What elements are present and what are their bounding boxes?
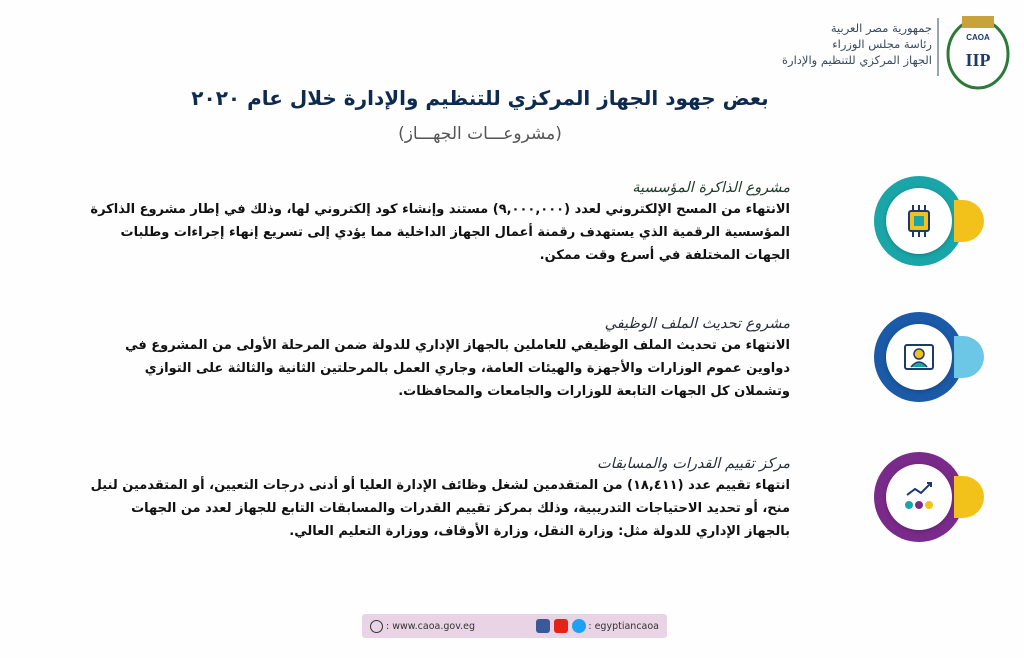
section-body: الانتهاء من المسح الإلكتروني لعدد (٩,٠٠٠,٠٠٠) مستند وإنشاء كود إلكتروني لها، وذلك في إطار مشروع الذاكرة المؤسسية الرقمية الذي يستهدف رقمنة أعمال الجهاز الداخلية مما يؤدي إلى تسريع إنهاء إجراءات وطلبات الجهات المختلفة في أسرع وقت ممكن. <box>90 202 790 263</box>
footer-bar <box>362 614 667 638</box>
section-job-file-update <box>90 316 790 403</box>
assessment-icon <box>901 479 937 515</box>
website-group <box>370 620 475 633</box>
profile-icon <box>901 339 937 375</box>
social-handle[interactable]: : egyptiancaoa <box>588 620 659 632</box>
section-institutional-memory <box>90 180 790 267</box>
logo-text: IIP <box>965 50 991 70</box>
header-line-cabinet: رئاسة مجلس الوزراء <box>832 37 932 51</box>
globe-icon <box>370 620 383 633</box>
social-group <box>534 619 659 633</box>
section-3-icon-badge <box>874 452 964 542</box>
section-body: الانتهاء من تحديث الملف الوظيفي للعاملين بالجهاز الإداري للدولة ضمن المرحلة الأولى من المشروع في دواوين عموم الوزارات والأجهزة والهيئات العامة، وجاري العمل بالمرحلتين الثانية والثالثة على التوازي وتشملان كل الجهات التابعة للوزارات والجامعات والمحافظات. <box>125 338 790 399</box>
section-2-icon-badge <box>874 312 964 402</box>
section-1-icon-badge <box>874 176 964 266</box>
header-line-agency: الجهاز المركزي للتنظيم والإدارة <box>782 53 932 67</box>
header-text <box>692 20 932 68</box>
youtube-icon[interactable] <box>554 619 568 633</box>
section-title: مشروع تحديث الملف الوظيفي <box>604 316 790 332</box>
page-title: بعض جهود الجهاز المركزي للتنظيم والإدارة خلال عام ٢٠٢٠ <box>191 86 769 110</box>
header-line-country: جمهورية مصر العربية <box>830 21 932 35</box>
header-divider <box>937 18 939 76</box>
section-title: مشروع الذاكرة المؤسسية <box>632 180 790 196</box>
caoa-logo <box>942 10 1014 92</box>
website-link[interactable]: : www.caoa.gov.eg <box>386 620 475 632</box>
chip-icon <box>901 203 937 239</box>
page-subtitle: (مشروعـــات الجهـــاز) <box>398 124 562 144</box>
facebook-icon[interactable] <box>536 619 550 633</box>
section-assessment-center <box>90 456 790 543</box>
twitter-icon[interactable] <box>572 619 586 633</box>
section-body: انتهاء تقييم عدد (١٨,٤١١) من المتقدمين لشغل وظائف الإدارة العليا أو أدنى درجات التعيين، أو المتقدمين لنيل منح، أو تحديد الاحتياجات التدريبية، وذلك بمركز تقييم القدرات والمسابقات التابع للجهاز لعدد من الجهات بالجهاز الإداري للدولة مثل: وزارة النقل، وزارة الأوقاف، ووزارة التعليم العالي. <box>90 478 790 539</box>
section-title: مركز تقييم القدرات والمسابقات <box>597 456 790 472</box>
logo-org-text: CAOA <box>966 33 990 42</box>
